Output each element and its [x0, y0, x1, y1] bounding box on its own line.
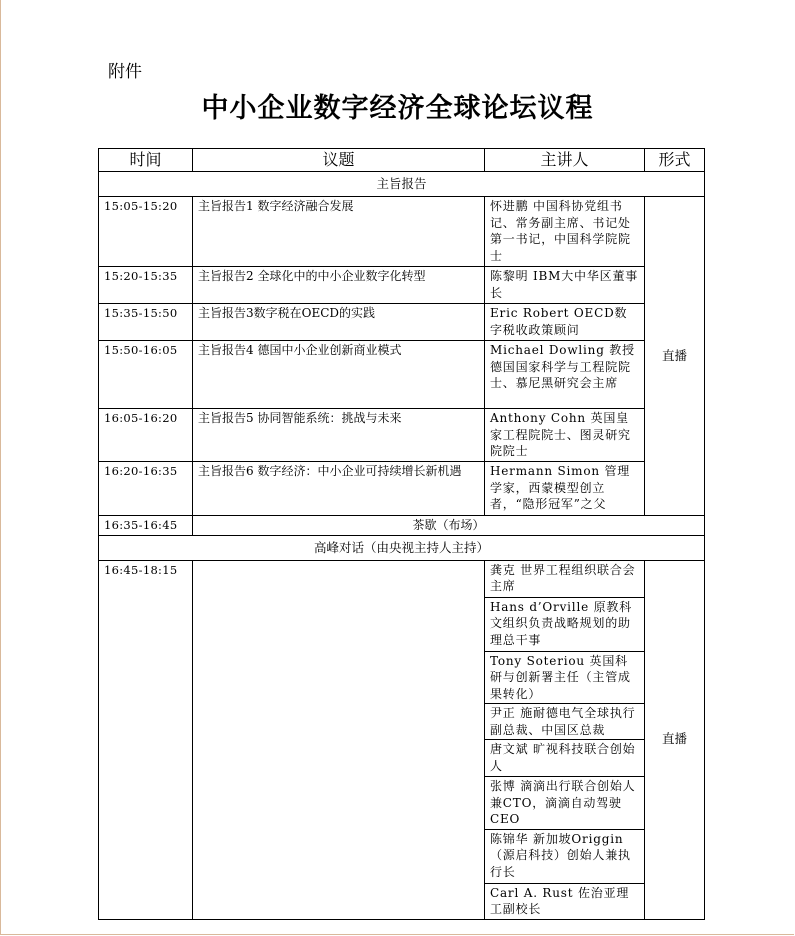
speaker-cell: 怀进鹏 中国科协党组书记、常务副主席、书记处第一书记，中国科学院院士	[485, 197, 645, 267]
table-row	[99, 409, 705, 462]
speaker-cell: 张博 滴滴出行联合创始人兼CTO，滴滴自动驾驶CEO	[485, 777, 645, 830]
time-cell: 16:35-16:45	[99, 516, 193, 536]
table-row	[99, 267, 705, 304]
topic-cell: 主旨报告4 德国中小企业创新商业模式	[193, 341, 485, 409]
speaker-cell: Hermann Simon 管理学家，西蒙模型创立者，“隐形冠军”之父	[485, 462, 645, 516]
table-row	[99, 462, 705, 516]
section-row	[99, 535, 705, 560]
table-row	[99, 560, 705, 597]
header-format: 形式	[645, 149, 705, 172]
topic-cell: 主旨报告6 数字经济：中小企业可持续增长新机遇	[193, 462, 485, 516]
speaker-cell: Carl A. Rust 佐治亚理工副校长	[485, 883, 645, 919]
table-row	[99, 197, 705, 267]
speaker-cell: 龚克 世界工程组织联合会主席	[485, 560, 645, 597]
break-label: 茶歇（布场）	[193, 516, 705, 536]
topic-cell: 主旨报告3数字税在OECD的实践	[193, 304, 485, 341]
table-row	[99, 304, 705, 341]
section-title-dialogue: 高峰对话（由央视主持人主持）	[99, 535, 705, 560]
header-topic: 议题	[193, 149, 485, 172]
time-cell: 16:45-18:15	[99, 560, 193, 919]
format-cell-keynote: 直播	[645, 197, 705, 516]
time-cell: 15:35-15:50	[99, 304, 193, 341]
table-row	[99, 341, 705, 409]
header-row	[99, 149, 705, 172]
topic-cell-empty	[193, 560, 485, 919]
header-time: 时间	[99, 149, 193, 172]
speaker-cell: 尹正 施耐德电气全球执行副总裁、中国区总裁	[485, 704, 645, 740]
speaker-cell: 唐文斌 旷视科技联合创始人	[485, 740, 645, 777]
speaker-cell: 陈黎明 IBM大中华区董事长	[485, 267, 645, 304]
speaker-cell: Michael Dowling 教授 德国国家科学与工程院院士、慕尼黑研究会主席	[485, 341, 645, 409]
time-cell: 16:20-16:35	[99, 462, 193, 516]
speaker-cell: Tony Soteriou 英国科研与创新署主任（主管成果转化）	[485, 651, 645, 704]
document-title: 中小企业数字经济全球论坛议程	[201, 93, 594, 124]
attachment-label: 附件	[108, 62, 142, 82]
section-row	[99, 172, 705, 197]
speaker-cell: Anthony Cohn 英国皇家工程院院士、图灵研究院院士	[485, 409, 645, 462]
topic-cell: 主旨报告1 数字经济融合发展	[193, 197, 485, 267]
time-cell: 16:05-16:20	[99, 409, 193, 462]
format-cell-dialogue: 直播	[645, 560, 705, 919]
break-row	[99, 516, 705, 536]
topic-cell: 主旨报告2 全球化中的中小企业数字化转型	[193, 267, 485, 304]
speaker-cell: Hans d’Orville 原教科文组织负责战略规划的助理总干事	[485, 597, 645, 651]
topic-cell: 主旨报告5 协同智能系统：挑战与未来	[193, 409, 485, 462]
time-cell: 15:50-16:05	[99, 341, 193, 409]
speaker-cell: Eric Robert OECD数字税收政策顾问	[485, 304, 645, 341]
header-speaker: 主讲人	[485, 149, 645, 172]
speaker-cell: 陈锦华 新加坡Origgin（源启科技）创始人兼执行长	[485, 829, 645, 883]
agenda-table	[98, 148, 705, 920]
section-title-keynote: 主旨报告	[99, 172, 705, 197]
time-cell: 15:20-15:35	[99, 267, 193, 304]
time-cell: 15:05-15:20	[99, 197, 193, 267]
